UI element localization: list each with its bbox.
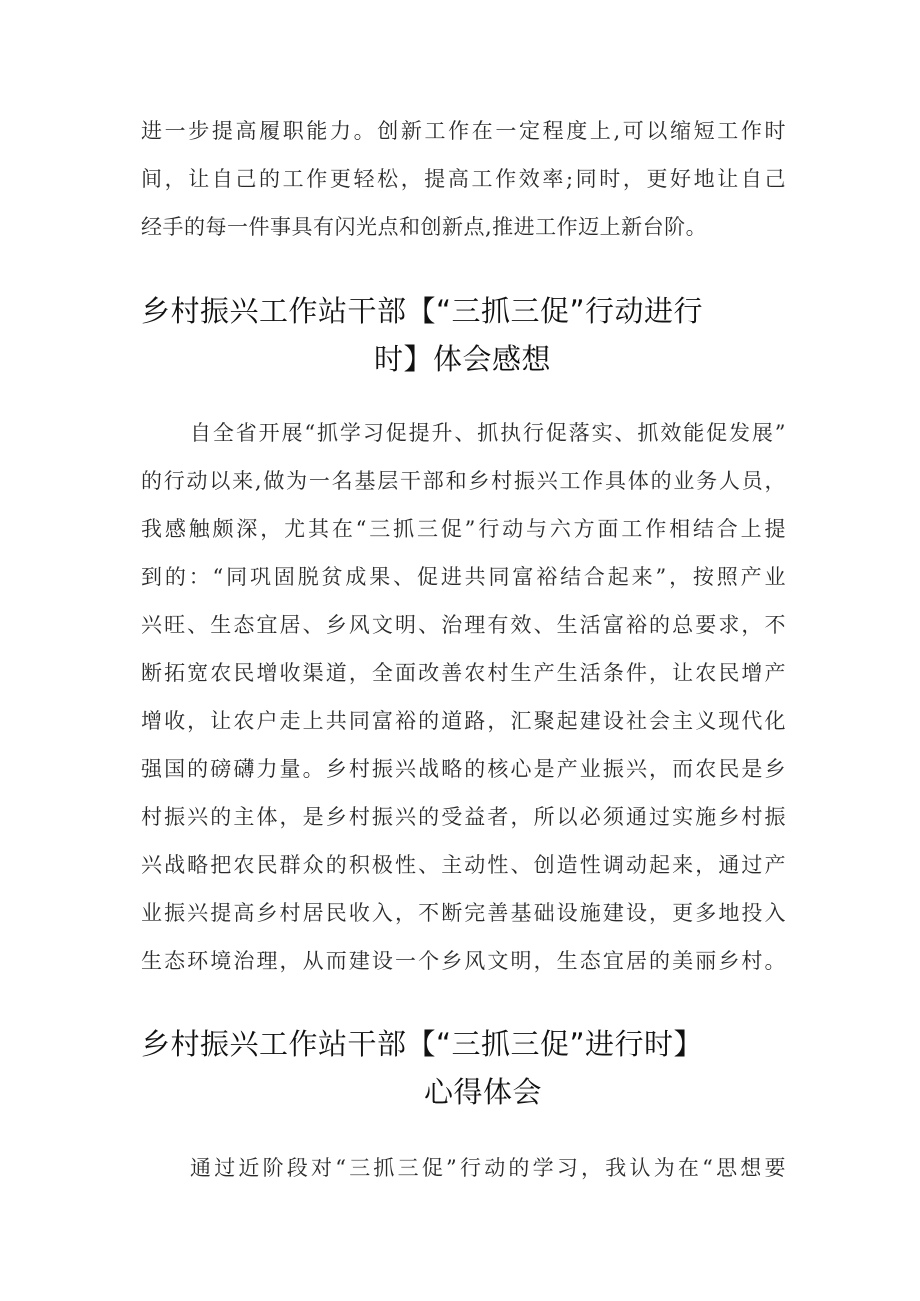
paragraph-line: 兴战略把农民群众的积极性、主动性、创造性调动起来，通过产 xyxy=(141,853,786,877)
paragraph-line: 的行动以来,做为一名基层干部和乡村振兴工作具体的业务人员， xyxy=(141,469,786,493)
paragraph-line: 断拓宽农民增收渠道，全面改善农村生产生活条件，让农民增产 xyxy=(141,661,786,685)
paragraph-line: 生态环境治理，从而建设一个乡风文明，生态宜居的美丽乡村。 xyxy=(141,949,786,973)
intro-line: 进一步提高履职能力。创新工作在一定程度上,可以缩短工作时 xyxy=(141,119,786,143)
paragraph-line: 强国的磅礴力量。乡村振兴战略的核心是产业振兴，而农民是乡 xyxy=(141,757,786,781)
intro-line: 经手的每一件事具有闪光点和创新点,推进工作迈上新台阶。 xyxy=(141,215,708,239)
intro-line: 间，让自己的工作更轻松，提高工作效率;同时，更好地让自己 xyxy=(141,167,786,191)
paragraph-line: 到的：“同巩固脱贫成果、促进共同富裕结合起来”，按照产业 xyxy=(141,565,786,589)
section-title: 乡村振兴工作站干部【“三抓三促”进行时】 xyxy=(141,1027,704,1061)
paragraph-line: 我感触颇深，尤其在“三抓三促”行动与六方面工作相结合上提 xyxy=(141,517,786,541)
section-title: 乡村振兴工作站干部【“三抓三促”行动进行 xyxy=(141,294,704,328)
paragraph-line: 业振兴提高乡村居民收入，不断完善基础设施建设，更多地投入 xyxy=(141,901,786,925)
section-title: 心得体会 xyxy=(424,1075,543,1109)
paragraph-line: 通过近阶段对“三抓三促”行动的学习，我认为在“思想要 xyxy=(190,1156,786,1180)
paragraph-line: 自全省开展“抓学习促提升、抓执行促落实、抓效能促发展” xyxy=(190,421,786,445)
paragraph-line: 村振兴的主体，是乡村振兴的受益者，所以必须通过实施乡村振 xyxy=(141,805,786,829)
section-title: 时】体会感想 xyxy=(374,342,552,376)
paragraph-line: 兴旺、生态宜居、乡风文明、治理有效、生活富裕的总要求，不 xyxy=(141,613,786,637)
paragraph-line: 增收，让农户走上共同富裕的道路，汇聚起建设社会主义现代化 xyxy=(141,709,786,733)
